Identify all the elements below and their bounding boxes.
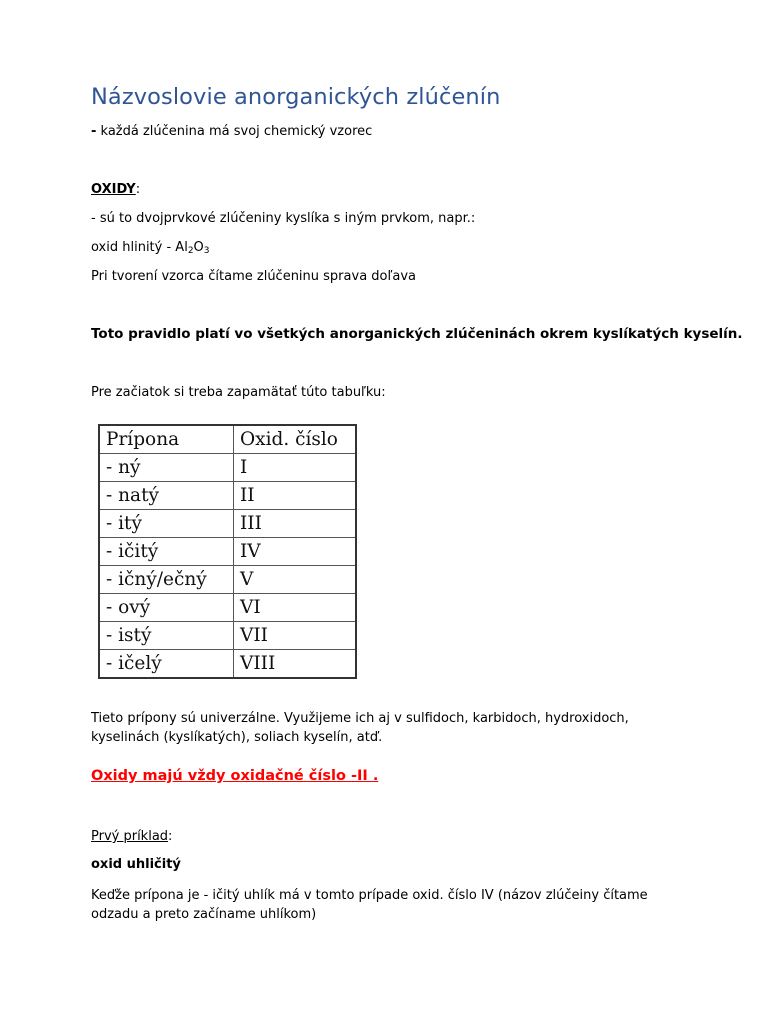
intro-text: každá zlúčenina má svoj chemický vzorec (96, 124, 373, 139)
table-cell-suffix: - ový (99, 594, 234, 622)
table-cell-suffix: - itý (99, 510, 234, 538)
example-label-colon: : (168, 829, 173, 844)
table-header-row (99, 425, 356, 454)
table-cell-suffix: - natý (99, 482, 234, 510)
table-row (99, 454, 356, 482)
table-cell-oxid: IV (234, 538, 357, 566)
oxidy-definition: - sú to dvojprvkové zlúčeniny kyslíka s iným prvkom, napr.: (91, 211, 476, 226)
table-row (99, 566, 356, 594)
table-header-oxid: Oxid. číslo (234, 425, 357, 454)
page-title: Názvoslovie anorganických zlúčenín (91, 84, 501, 110)
oxidy-heading: OXIDY (91, 182, 136, 197)
table-cell-suffix: - istý (99, 622, 234, 650)
table-cell-oxid: VIII (234, 650, 357, 679)
table-row (99, 622, 356, 650)
example-mid: O (193, 240, 204, 255)
table-row (99, 538, 356, 566)
universal-paragraph: Tieto prípony sú univerzálne. Využijeme ich aj v sulfidoch, karbidoch, hydroxidoch, kyselinách (kyslíkatých), soliach kyselín, atď. (91, 711, 629, 745)
example-label: Prvý príklad (91, 829, 169, 844)
example-paragraph: Keďže prípona je - ičitý uhlík má v tomto prípade oxid. číslo IV (názov zlúčeiny čítame odzadu a preto začíname uhlíkom) (91, 888, 648, 922)
suffix-table (98, 424, 357, 679)
table-cell-oxid: VII (234, 622, 357, 650)
table-cell-oxid: II (234, 482, 357, 510)
table-cell-suffix: - ičelý (99, 650, 234, 679)
example-label-line (91, 829, 172, 844)
table-cell-suffix: - ičitý (99, 538, 234, 566)
table-cell-suffix: - ný (99, 454, 234, 482)
oxidy-example (91, 240, 210, 256)
rule-statement: Toto pravidlo platí vo všetkých anorganických zlúčeninách okrem kyslíkatých kyselín. (91, 326, 743, 342)
table-cell-suffix: - ičný/ečný (99, 566, 234, 594)
example-name: oxid uhličitý (91, 857, 181, 872)
table-row (99, 594, 356, 622)
table-cell-oxid: VI (234, 594, 357, 622)
table-cell-oxid: I (234, 454, 357, 482)
oxidy-reading-rule: Pri tvorení vzorca čítame zlúčeninu sprava doľava (91, 269, 416, 284)
table-header-suffix: Prípona (99, 425, 234, 454)
example-subscript-1: 2 (187, 246, 194, 256)
oxidy-heading-line (91, 182, 140, 197)
table-row (99, 482, 356, 510)
table-intro: Pre začiatok si treba zapamätať túto tabuľku: (91, 385, 386, 400)
example-subscript-2: 3 (203, 246, 210, 256)
table-row (99, 510, 356, 538)
oxidy-heading-colon: : (135, 182, 141, 197)
intro-dash: - (91, 124, 97, 139)
example-prefix: oxid hlinitý - Al (91, 240, 188, 255)
table-cell-oxid: III (234, 510, 357, 538)
red-note: Oxidy majú vždy oxidačné číslo -II . (91, 768, 379, 784)
intro-line (91, 124, 372, 139)
table-cell-oxid: V (234, 566, 357, 594)
table-row (99, 650, 356, 679)
